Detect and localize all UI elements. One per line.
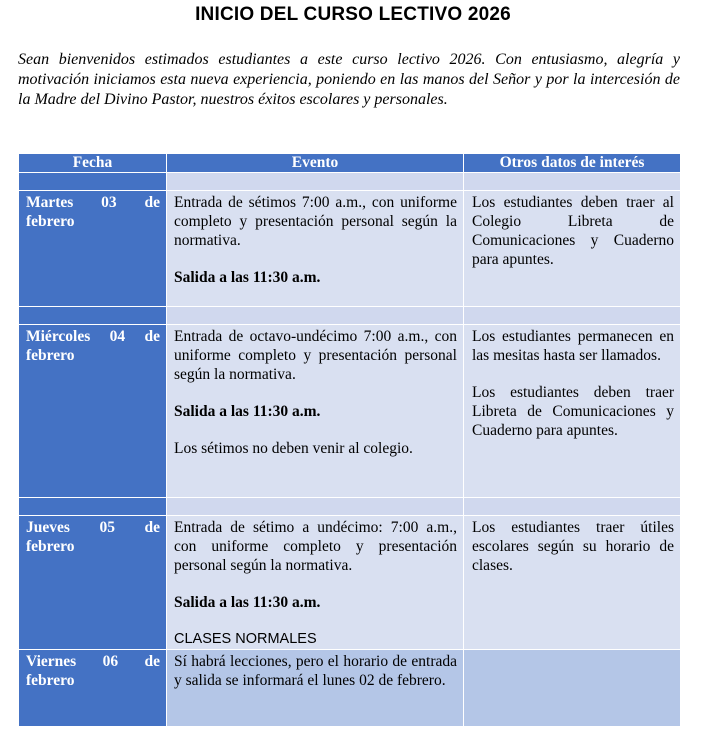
table-row (19, 650, 681, 727)
date-cell: Viernes 06 de febrero (19, 650, 167, 727)
event-cell: Sí habrá lecciones, pero el horario de entrada y salida se informará el lunes 02 de febrero. (167, 650, 464, 727)
date-cell: Jueves 05 de febrero (19, 516, 167, 650)
other-cell: Los estudiantes traer útiles escolares según su horario de clases. (464, 516, 681, 650)
spacer-row (19, 307, 681, 325)
other-cell (464, 650, 681, 727)
header-event: Evento (167, 154, 464, 173)
event-cell: Entrada de sétimos 7:00 a.m., con uniforme completo y presentación personal según la normativa. Salida a las 11:30 a.m. (167, 191, 464, 307)
header-other: Otros datos de interés (464, 154, 681, 173)
other-cell: Los estudiantes deben traer al Colegio Libreta de Comunicaciones y Cuaderno para apuntes. (464, 191, 681, 307)
event-cell: Entrada de sétimo a undécimo: 7:00 a.m., con uniforme completo y presentación personal según la normativa. Salida a las 11:30 a.m. CLASES NORMALES (167, 516, 464, 650)
table-row (19, 325, 681, 498)
spacer-row (19, 498, 681, 516)
schedule-table (18, 153, 681, 727)
event-cell: Entrada de octavo-undécimo 7:00 a.m., con uniforme completo y presentación personal según la normativa. Salida a las 11:30 a.m. Los sétimos no deben venir al colegio. (167, 325, 464, 498)
table-row (19, 516, 681, 650)
date-cell: Martes 03 de febrero (19, 191, 167, 307)
other-cell: Los estudiantes permanecen en las mesitas hasta ser llamados. Los estudiantes deben traer Libreta de Comunicaciones y Cuaderno para apuntes. (464, 325, 681, 498)
date-cell: Miércoles 04 de febrero (19, 325, 167, 498)
document-title: INICIO DEL CURSO LECTIVO 2026 (195, 4, 511, 25)
table-row (19, 191, 681, 307)
intro-paragraph: Sean bienvenidos estimados estudiantes a este curso lectivo 2026. Con entusiasmo, alegría y motivación iniciamos esta nueva experiencia, poniendo en las manos del Señor y por la intercesión de la Madre del Divino Pastor, nuestros éxitos escolares y personales. (18, 51, 680, 108)
header-date: Fecha (19, 154, 167, 173)
spacer-row (19, 173, 681, 191)
table-header-row (19, 154, 681, 173)
